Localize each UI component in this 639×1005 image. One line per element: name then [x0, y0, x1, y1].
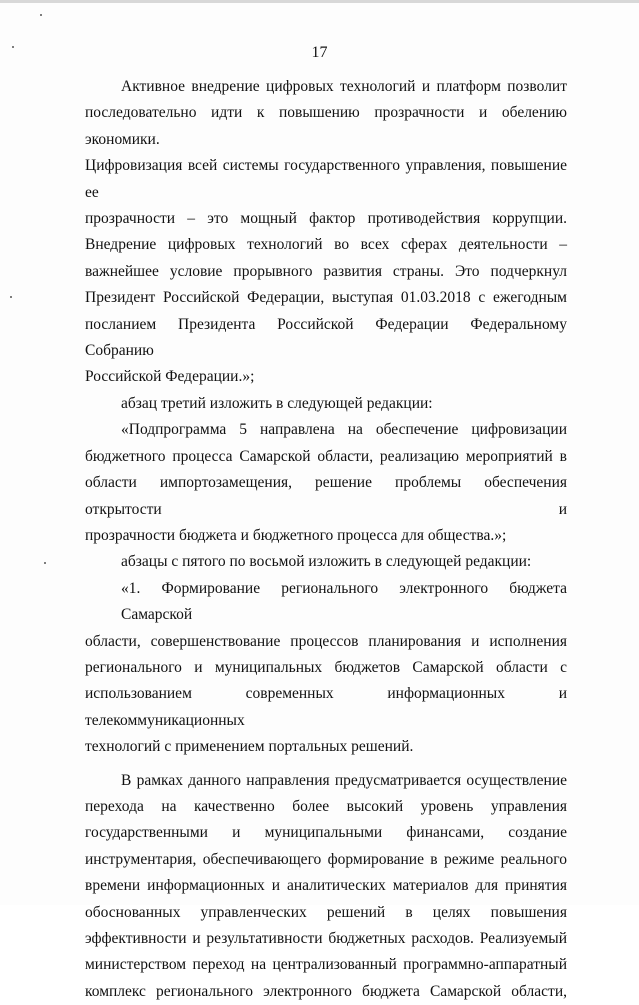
paragraph-p6 — [85, 768, 567, 1005]
text-line: Российской Федерации.»; — [85, 368, 255, 386]
text-line: Активное внедрение цифровых технологий и платформ позволит — [121, 78, 567, 95]
text-line: эффективности и результативности бюджетных расходов. Реализуемый — [85, 930, 567, 947]
paragraph-gap — [85, 761, 567, 768]
text-line: абзац третий изложить в следующей редакции: — [121, 394, 433, 412]
text-line: технологий с применением портальных решений. — [85, 738, 414, 756]
text-line: бюджетного процесса Самарской области, реализацию мероприятий в — [85, 447, 567, 465]
text-line: области, совершенствование процессов планирования и исполнения — [85, 632, 567, 650]
text-line: «1. Формирование регионального электронного бюджета Самарской — [121, 579, 567, 624]
text-line: комплекс регионального электронного бюджета Самарской области, — [85, 982, 567, 1000]
text-line: времени информационных и аналитических материалов для принятия — [85, 877, 567, 895]
text-line: Цифровизация всей системы государственного управления, повышение ее — [85, 157, 567, 201]
text-line: перехода на качественно более высокий уровень управления — [85, 797, 567, 815]
text-line: прозрачности бюджета и бюджетного процесса для общества.»; — [85, 526, 507, 544]
text-line: министерством переход на централизованный программно-аппаратный — [85, 956, 567, 974]
text-line: В рамках данного направления предусматривается осуществление — [121, 771, 567, 789]
text-line: «Подпрограмма 5 направлена на обеспечение цифровизации — [121, 421, 567, 439]
text-line: последовательно идти к повышению прозрачности и обелению экономики. — [85, 104, 567, 148]
scan-speck — [10, 296, 12, 298]
text-line: абзацы с пятого по восьмой изложить в следующей редакции: — [121, 553, 532, 571]
paragraph-p4 — [85, 549, 567, 575]
page-number: 17 — [311, 44, 328, 61]
text-line: прозрачности – это мощный фактор противодействия коррупции. — [85, 210, 567, 228]
paragraph-p3 — [85, 417, 567, 549]
text-line: важнейшее условие прорывного развития страны. Это подчеркнул — [85, 262, 567, 280]
text-line: государственными и муниципальными финансами, создание — [85, 824, 567, 842]
document-body — [85, 74, 567, 1005]
scan-top-edge — [0, 0, 639, 3]
scan-speck — [40, 14, 42, 16]
text-line: инструментария, обеспечивающего формирование в режиме реального — [85, 850, 567, 868]
scan-speck — [44, 562, 46, 564]
text-line: области импортозамещения, решение проблемы обеспечения открытости и — [85, 474, 567, 518]
text-line: обоснованных управленческих решений в целях повышения — [85, 903, 567, 921]
paragraph-p5 — [85, 576, 567, 761]
paragraph-p1 — [85, 74, 567, 391]
text-line: посланием Президента Российской Федерации Федеральному Собранию — [85, 315, 567, 360]
text-line: Внедрение цифровых технологий во всех сферах деятельности – — [85, 236, 567, 254]
paragraph-p2 — [85, 391, 567, 417]
text-line: регионального и муниципальных бюджетов Самарской области с — [85, 658, 567, 676]
text-line: Президент Российской Федерации, выступая 01.03.2018 с ежегодным — [85, 289, 567, 307]
text-line: использованием современных информационных и телекоммуникационных — [85, 685, 567, 729]
